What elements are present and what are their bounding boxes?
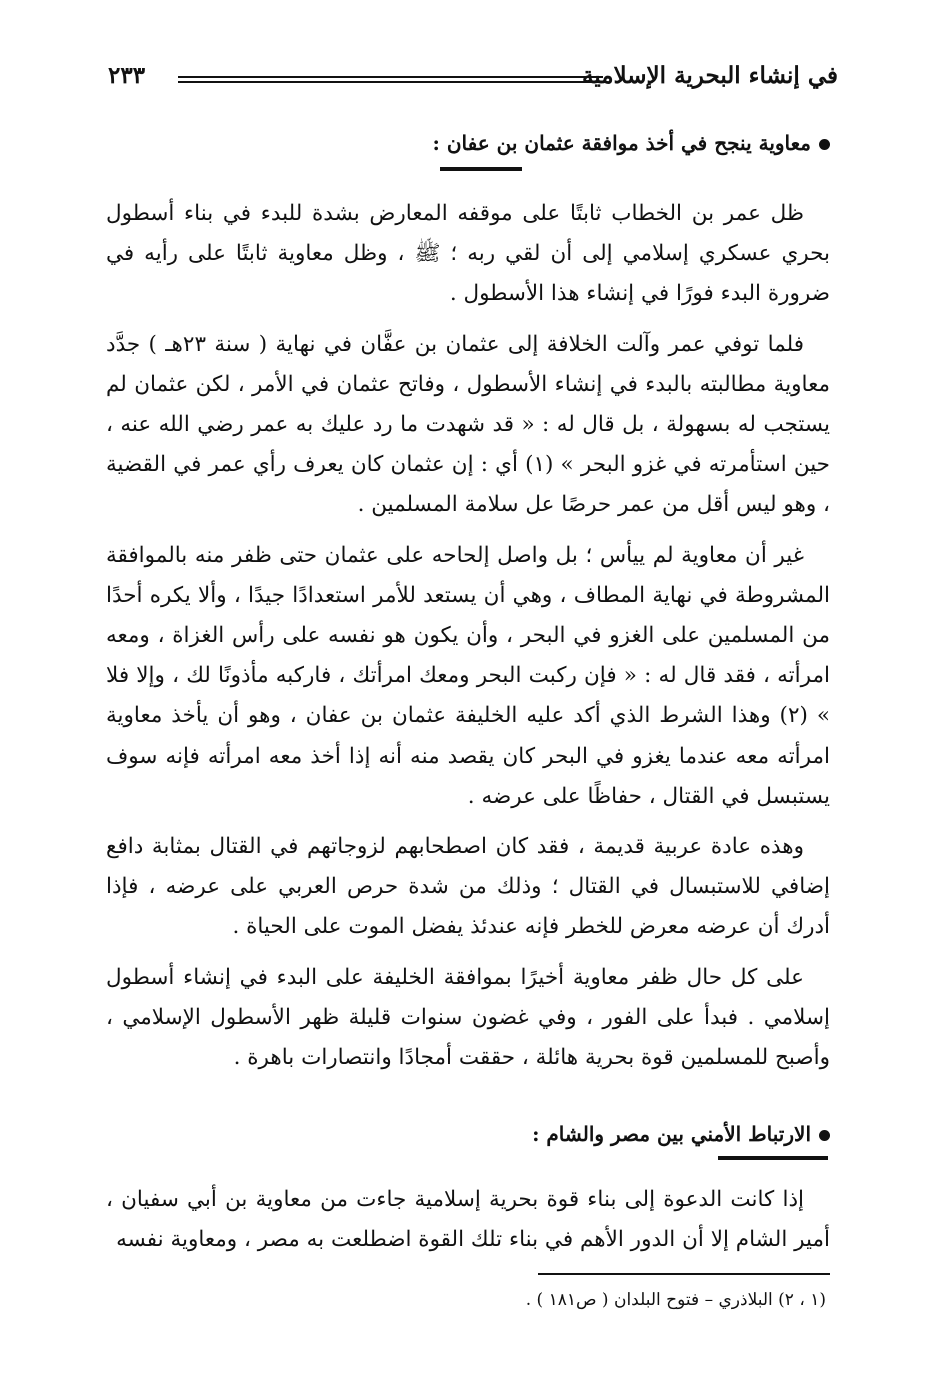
footnote-separator xyxy=(538,1273,830,1275)
paragraph: وهذه عادة عربية قديمة ، فقد كان اصطحابهم لزوجاتهم في القتال بمثابة دافع إضافي للاستبسال في القتال ؛ وذلك من شدة حرص العربي على عرضه ، فإذا أدرك أن عرضه معرض للخطر فإنه عندئذ يفضل الموت على الحياة . xyxy=(106,834,830,940)
running-header xyxy=(108,62,838,102)
running-header-title: في إنشاء البحرية الإسلامية xyxy=(581,62,838,89)
paragraph: ظل عمر بن الخطاب ثابتًا على موقفه المعارض بشدة للبدء في بناء أسطول بحري عسكري إسلامي إلى أن لقي ربه ؛ ﷺ ، وظل معاوية ثابتًا على رأيه في ضرورة البدء فورًا في إنشاء هذا الأسطول . xyxy=(106,201,830,307)
heading-underline xyxy=(440,167,522,171)
bullet-icon xyxy=(819,139,830,150)
footnote: (١ ، ٢) البلاذري – فتوح البلدان ( ص١٨١ ) . xyxy=(525,1290,826,1310)
paragraph: غير أن معاوية لم ييأس ؛ بل واصل إلحاحه على عثمان حتى ظفر منه بالموافقة المشروطة في نهاية المطاف ، وهي أن يستعد للأمر استعدادًا جيدًا ، وألا يكره أحدًا من المسلمين على الغزو في البحر ، وأن يكون هو نفسه على رأس الغزاة ، ومعه امرأته ، فقد قال له : « فإن ركبت البحر ومعك امرأتك ، فاركبه مأذونًا لك ، وإلا فلا » (٢) وهذا الشرط الذي أكد عليه الخليفة عثمان بن عفان ، وهو أن يأخذ معاوية امرأته معه عندما يغزو في البحر كان يقصد منه أنه إذا أخذ معه امرأته فإنه سوف يستبسل في القتال ، حفاظًا على عرضه . xyxy=(106,542,830,809)
section-heading-text: معاوية ينجح في أخذ موافقة عثمان بن عفان : xyxy=(432,131,811,155)
section-heading-muawiya-success xyxy=(433,131,831,155)
page-number: ٢٣٣ xyxy=(108,62,146,89)
heading-underline xyxy=(718,1156,828,1160)
section2-body xyxy=(106,1180,830,1260)
paragraph: إذا كانت الدعوة إلى بناء قوة بحرية إسلامية جاءت من معاوية بن أبي سفيان ، أمير الشام إلا أن الدور الأهم في بناء تلك القوة اضطلعت به مصر ، ومعاوية نفسه xyxy=(106,1187,830,1253)
paragraph: على كل حال ظفر معاوية أخيرًا بموافقة الخليفة على البدء في إنشاء أسطول إسلامي . فبدأ على الفور ، وفي غضون سنوات قليلة ظهر الأسطول الإسلامي ، وأصبح للمسلمين قوة بحرية هائلة ، حققت أمجادًا وانتصارات باهرة . xyxy=(106,964,830,1071)
section-heading-text: الارتباط الأمني بين مصر والشام : xyxy=(532,1122,811,1146)
section-heading-security-link xyxy=(532,1122,830,1146)
header-double-rule xyxy=(178,76,603,83)
section1-body xyxy=(106,194,830,1078)
paragraph: فلما توفي عمر وآلت الخلافة إلى عثمان بن عفَّان في نهاية ( سنة ٢٣هـ ) جدَّد معاوية مطالبته بالبدء في إنشاء الأسطول ، وفاتح عثمان في الأمر ، لكن عثمان لم يستجب له بسهولة ، بل قال له : « قد شهدت ما رد عليك به عمر رضي الله عنه ، حين استأمرته في غزو البحر » (١) أي : إن عثمان كان يعرف رأي عمر في القضية ، وهو ليس أقل من عمر حرصًا عل سلامة المسلمين . xyxy=(106,331,830,518)
bullet-icon xyxy=(819,1130,830,1141)
